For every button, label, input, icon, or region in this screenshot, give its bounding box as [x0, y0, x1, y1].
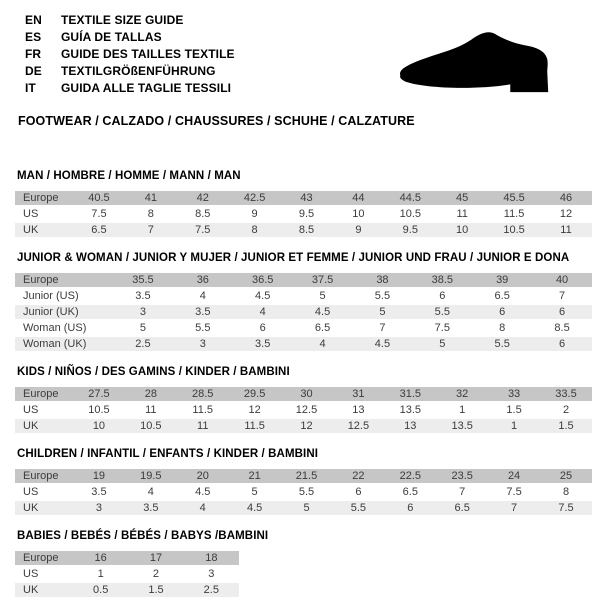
- size-cell: 38: [353, 273, 413, 287]
- row-label: Woman (UK): [15, 337, 113, 351]
- size-cell: 37.5: [293, 273, 353, 287]
- language-label: GUÍA DE TALLAS: [61, 30, 162, 44]
- size-cell: 4: [147, 486, 154, 498]
- size-cell: 12: [281, 419, 333, 433]
- size-cell: 11: [177, 419, 229, 433]
- size-cell: 3: [113, 305, 173, 319]
- row-label: UK: [15, 419, 73, 433]
- size-cell: 2: [562, 404, 570, 416]
- size-cell: 41: [125, 191, 177, 205]
- size-cell: 19.5: [125, 469, 177, 483]
- size-cell: 8: [147, 208, 154, 220]
- row-label: Europe: [15, 551, 73, 565]
- size-cell: 11.5: [192, 404, 214, 416]
- size-cell: 5.5: [374, 290, 391, 302]
- size-cell: 3: [73, 501, 125, 515]
- tables-container: [15, 170, 592, 600]
- row-label: Junior (US): [23, 290, 79, 302]
- language-code: IT: [25, 81, 36, 95]
- size-cell: 40.5: [73, 191, 125, 205]
- size-cell: 13: [384, 419, 436, 433]
- size-cell: 28.5: [177, 387, 229, 401]
- size-row: [15, 337, 592, 351]
- size-cell: 8: [562, 486, 570, 498]
- size-cell: 1.5: [540, 419, 592, 433]
- size-cell: 11.5: [229, 419, 281, 433]
- size-cell: 6.5: [494, 290, 510, 302]
- size-cell: 8.5: [554, 322, 570, 334]
- size-cell: 4.5: [353, 337, 413, 351]
- size-row: [15, 191, 592, 205]
- size-row: [15, 207, 592, 221]
- language-row: [25, 80, 235, 97]
- size-cell: 1: [459, 404, 466, 416]
- size-cell: 7.5: [506, 486, 522, 498]
- size-cell: 3: [173, 337, 233, 351]
- size-cell: 7.5: [540, 501, 592, 515]
- size-table-title: MAN / HOMBRE / HOMME / MANN / MAN: [17, 170, 241, 182]
- size-row: [15, 273, 592, 287]
- size-row: [15, 469, 592, 483]
- size-cell: 29.5: [229, 387, 281, 401]
- size-cell: 21: [229, 469, 281, 483]
- size-cell: 5: [319, 290, 326, 302]
- size-cell: 6.5: [436, 501, 488, 515]
- row-label: US: [23, 486, 39, 498]
- size-cell: 7: [459, 486, 466, 498]
- size-table: [15, 189, 592, 239]
- size-cell: 42.5: [229, 191, 281, 205]
- row-label: Junior (UK): [15, 305, 113, 319]
- language-code: ES: [25, 30, 42, 44]
- size-cell: 7.5: [177, 223, 229, 237]
- size-cell: 1.5: [128, 583, 183, 597]
- size-cell: 10: [436, 223, 488, 237]
- size-cell: 5: [353, 305, 413, 319]
- size-cell: 44: [332, 191, 384, 205]
- size-cell: 7: [488, 501, 540, 515]
- size-cell: 7: [559, 290, 566, 302]
- size-cell: 7.5: [91, 208, 107, 220]
- size-cell: 8: [229, 223, 281, 237]
- size-table: [15, 467, 592, 517]
- size-cell: 7.5: [434, 322, 450, 334]
- size-cell: 46: [540, 191, 592, 205]
- size-cell: 6: [384, 501, 436, 515]
- size-row: [15, 305, 592, 319]
- size-cell: 33.5: [540, 387, 592, 401]
- size-cell: 31: [332, 387, 384, 401]
- size-cell: 7: [379, 322, 386, 334]
- language-code: FR: [25, 47, 42, 61]
- size-cell: 6: [472, 305, 532, 319]
- row-label: US: [23, 404, 39, 416]
- size-cell: 6.5: [402, 486, 418, 498]
- size-cell: 3.5: [91, 486, 107, 498]
- size-cell: 38.5: [412, 273, 472, 287]
- size-cell: 2: [152, 568, 160, 580]
- size-table-title: JUNIOR & WOMAN / JUNIOR Y MUJER / JUNIOR ET FEMME / JUNIOR UND FRAU / JUNIOR E DONA: [17, 252, 570, 264]
- size-cell: 25: [540, 469, 592, 483]
- size-table-title: BABIES / BEBÉS / BÉBÉS / BABYS /BAMBINI: [17, 530, 269, 542]
- row-label: Europe: [15, 191, 73, 205]
- size-row: [15, 289, 592, 303]
- size-cell: 5.5: [412, 305, 472, 319]
- size-cell: 33: [488, 387, 540, 401]
- size-row: [15, 583, 239, 597]
- size-cell: 12.5: [332, 419, 384, 433]
- size-cell: 6: [532, 337, 592, 351]
- language-code: DE: [25, 64, 42, 78]
- size-cell: 1: [97, 568, 104, 580]
- size-row: [15, 485, 592, 499]
- size-cell: 3.5: [135, 290, 151, 302]
- row-label: Europe: [15, 469, 73, 483]
- size-cell: 13.5: [436, 419, 488, 433]
- size-cell: 6: [259, 322, 266, 334]
- row-label: US: [23, 568, 39, 580]
- size-cell: 4.5: [255, 290, 271, 302]
- size-row: [15, 501, 592, 515]
- size-cell: 24: [488, 469, 540, 483]
- row-label: UK: [15, 583, 73, 597]
- size-cell: 4.5: [195, 486, 211, 498]
- size-cell: 11.5: [503, 208, 525, 220]
- size-cell: 10.5: [88, 404, 110, 416]
- size-cell: 8.5: [281, 223, 333, 237]
- size-cell: 42: [177, 191, 229, 205]
- size-cell: 11: [540, 223, 592, 237]
- size-cell: 23.5: [436, 469, 488, 483]
- size-cell: 12.5: [295, 404, 318, 416]
- language-row: [25, 46, 235, 63]
- size-cell: 10: [352, 208, 365, 220]
- size-cell: 9: [332, 223, 384, 237]
- size-row: [15, 321, 592, 335]
- language-row: [25, 29, 235, 46]
- size-cell: 6.5: [73, 223, 125, 237]
- row-label: Europe: [15, 273, 113, 287]
- size-cell: 3: [208, 568, 215, 580]
- size-cell: 13.5: [399, 404, 421, 416]
- size-cell: 45.5: [488, 191, 540, 205]
- size-cell: 30: [281, 387, 333, 401]
- category-title: FOOTWEAR / CALZADO / CHAUSSURES / SCHUHE / CALZATURE: [18, 114, 415, 128]
- size-cell: 6: [439, 290, 446, 302]
- size-cell: 1.5: [506, 404, 522, 416]
- row-label: Woman (US): [23, 322, 87, 334]
- size-cell: 11: [456, 208, 468, 220]
- size-cell: 10.5: [399, 208, 421, 220]
- size-cell: 3.5: [125, 501, 177, 515]
- size-table: [15, 549, 239, 599]
- size-cell: 32: [436, 387, 488, 401]
- size-cell: 35.5: [113, 273, 173, 287]
- size-cell: 12: [559, 208, 573, 220]
- language-label: GUIDA ALLE TAGLIE TESSILI: [61, 81, 232, 95]
- size-cell: 27.5: [73, 387, 125, 401]
- size-row: [15, 419, 592, 433]
- size-table-title: CHILDREN / INFANTIL / ENFANTS / KINDER / BAMBINI: [17, 448, 319, 460]
- size-cell: 4.5: [229, 501, 281, 515]
- size-cell: 9: [251, 208, 258, 220]
- size-cell: 6: [355, 486, 362, 498]
- size-cell: 5.5: [472, 337, 532, 351]
- size-cell: 21.5: [281, 469, 333, 483]
- size-cell: 5: [412, 337, 472, 351]
- size-cell: 4: [199, 290, 206, 302]
- language-label: TEXTILE SIZE GUIDE: [61, 13, 184, 27]
- size-cell: 36: [173, 273, 233, 287]
- language-row: [25, 63, 235, 80]
- language-row: [25, 12, 235, 29]
- size-row: [15, 567, 239, 581]
- size-cell: 28: [125, 387, 177, 401]
- size-cell: 5.5: [195, 322, 211, 334]
- size-cell: 22: [332, 469, 384, 483]
- size-table-title: KIDS / NIÑOS / DES GAMINS / KINDER / BAMBINI: [17, 366, 290, 378]
- size-table-section: [15, 366, 592, 435]
- size-cell: 2.5: [113, 337, 173, 351]
- size-cell: 44.5: [384, 191, 436, 205]
- size-cell: 36.5: [233, 273, 293, 287]
- size-cell: 4: [233, 305, 293, 319]
- size-cell: 22.5: [384, 469, 436, 483]
- row-label: UK: [15, 223, 73, 237]
- shoe-icon: [392, 26, 576, 98]
- size-cell: 9.5: [384, 223, 436, 237]
- size-cell: 3.5: [233, 337, 293, 351]
- size-cell: 16: [73, 551, 128, 565]
- size-table-section: [15, 530, 592, 599]
- row-label: Europe: [15, 387, 73, 401]
- size-table-section: [15, 252, 592, 353]
- size-table: [15, 385, 592, 435]
- size-cell: 5: [281, 501, 333, 515]
- size-cell: 9.5: [298, 208, 315, 220]
- size-table-section: [15, 448, 592, 517]
- language-label: GUIDE DES TAILLES TEXTILE: [61, 47, 235, 61]
- size-table: [15, 271, 592, 353]
- size-cell: 31.5: [384, 387, 436, 401]
- size-cell: 17: [128, 551, 183, 565]
- size-cell: 4: [293, 337, 353, 351]
- size-row: [15, 403, 592, 417]
- size-cell: 2.5: [184, 583, 239, 597]
- row-label: US: [23, 208, 39, 220]
- language-label: TEXTILGRÖßENFÜHRUNG: [61, 64, 216, 78]
- size-cell: 43: [281, 191, 333, 205]
- size-cell: 5: [251, 486, 258, 498]
- size-cell: 45: [436, 191, 488, 205]
- size-cell: 18: [184, 551, 239, 565]
- size-row: [15, 387, 592, 401]
- size-cell: 5.5: [298, 486, 315, 498]
- size-cell: 0.5: [73, 583, 128, 597]
- size-cell: 6.5: [314, 322, 331, 334]
- size-cell: 20: [177, 469, 229, 483]
- size-cell: 4: [177, 501, 229, 515]
- size-cell: 19: [73, 469, 125, 483]
- size-cell: 7: [125, 223, 177, 237]
- size-cell: 5.5: [332, 501, 384, 515]
- size-cell: 8.5: [195, 208, 211, 220]
- size-table-section: [15, 170, 592, 239]
- size-cell: 39: [472, 273, 532, 287]
- size-cell: 8: [499, 322, 506, 334]
- size-cell: 13: [352, 404, 365, 416]
- size-row: [15, 223, 592, 237]
- size-cell: 10.5: [125, 419, 177, 433]
- language-list: [25, 12, 235, 97]
- language-code: EN: [25, 13, 42, 27]
- size-cell: 6: [532, 305, 592, 319]
- size-row: [15, 551, 239, 565]
- size-cell: 1: [488, 419, 540, 433]
- size-cell: 40: [532, 273, 592, 287]
- size-cell: 10.5: [488, 223, 540, 237]
- size-cell: 11: [145, 404, 157, 416]
- size-cell: 12: [248, 404, 261, 416]
- row-label: UK: [15, 501, 73, 515]
- size-cell: 5: [139, 322, 146, 334]
- size-cell: 10: [73, 419, 125, 433]
- size-cell: 4.5: [293, 305, 353, 319]
- size-cell: 3.5: [173, 305, 233, 319]
